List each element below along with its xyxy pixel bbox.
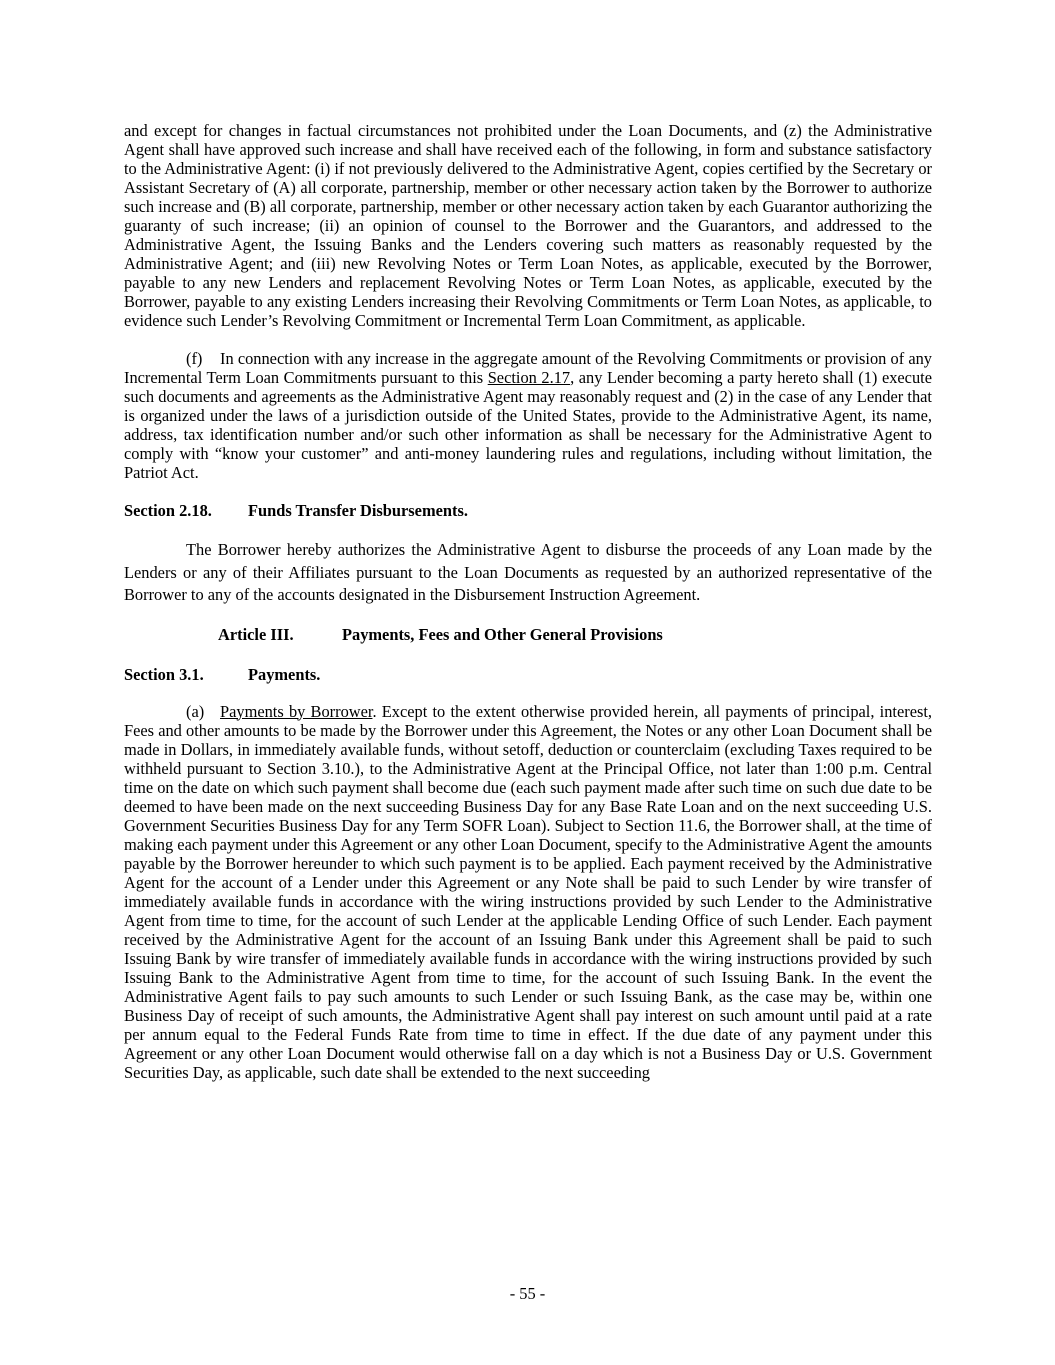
paragraph-f-text-before: In connection with any increase in the aggregate amount of the Revolving Commitments or provision of any Incremental Term Loan Commitments pursuant to this	[124, 349, 932, 387]
article-3-number: Article III.	[218, 624, 294, 644]
section-2-17-reference: Section 2.17	[487, 368, 571, 387]
section-3-1-heading	[124, 665, 932, 684]
section-3-1-number: Section 3.1.	[124, 664, 204, 684]
section-2-18-title: Funds Transfer Disbursements.	[248, 501, 468, 520]
paragraph-e-continuation: and except for changes in factual circumstances not prohibited under the Loan Documents, and (z) the Administrative Agent shall have approved such increase and shall have received each of the following, in form and substance satisfactory to the Administrative Agent: (i) if not previously delivered to the Administrative Agent, copies certified by the Secretary or Assistant Secretary of (A) all corporate, partnership, member or other necessary action taken by the Borrower to authorize such increase and (B) all corporate, partnership, member or other necessary action taken by each Guarantor authorizing the guaranty of such increase; (ii) an opinion of counsel to the Borrower and the Guarantors, and addressed to the Administrative Agent, the Issuing Banks and the Lenders covering such matters as reasonably requested by the Administrative Agent; and (iii) new Revolving Notes or Term Loan Notes, as applicable, executed by the Borrower, payable to any new Lenders and replacement Revolving Notes or Term Loan Notes, as applicable, executed by the Borrower, payable to any existing Lenders increasing their Revolving Commitments or Term Loan Notes, as applicable, to evidence such Lender’s Revolving Commitment or Incremental Term Loan Commitment, as applicable.	[124, 121, 932, 330]
page-number: - 55 -	[509, 1284, 546, 1303]
article-3-heading	[124, 625, 932, 644]
section-2-18-heading	[124, 501, 932, 520]
paragraph-f-text-after: , any Lender becoming a party hereto shall (1) execute such documents and agreements as the Administrative Agent may reasonably request and (2) in the case of any Lender that is organized under the laws of a jurisdiction outside of the United States, provide to the Administrative Agent, its name, address, tax identification number and/or such other information as shall be necessary for the Administrative Agent to comply with “know your customer” and anti-money laundering rules and regulations, including without limitation, the Patriot Act.	[124, 368, 932, 482]
document-page	[124, 121, 932, 1082]
paragraph-a	[124, 702, 932, 1082]
paragraph-a-subtitle: Payments by Borrower	[220, 701, 373, 721]
article-3-title: Payments, Fees and Other General Provisions	[342, 624, 663, 644]
paragraph-f-label: (f)	[186, 349, 203, 368]
paragraph-f	[124, 349, 932, 482]
section-2-18-number: Section 2.18.	[124, 501, 212, 520]
paragraph-a-text: . Except to the extent otherwise provided herein, all payments of principal, interest, Fees and other amounts to be made by the Borrower under this Agreement, the Notes or any other Loan Document shall be made in Dollars, in immediately available funds, without setoff, deduction or counterclaim (excluding Taxes required to be withheld pursuant to Section 3.10.), to the Administrative Agent at the Principal Office, not later than 1:00 p.m. Central time on the date on which such payment shall become due (each such payment made after such time on such due date to be deemed to have been made on the next succeeding Business Day for any Base Rate Loan and on the next succeeding U.S. Government Securities Business Day for any Term SOFR Loan). Subject to Section 11.6, the Borrower shall, at the time of making each payment under this Agreement or any other Loan Document, specify to the Administrative Agent the amounts payable by the Borrower hereunder to which such payment is to be applied. Each payment received by the Administrative Agent for the account of a Lender under this Agreement or any Note shall be paid to such Lender by wire transfer of immediately available funds in accordance with the wiring instructions provided by such Lender to the Administrative Agent from time to time, for the account of such Lender at the applicable Lending Office of such Lender. Each payment received by the Administrative Agent for the account of an Issuing Bank under this Agreement shall be paid to such Issuing Bank by wire transfer of immediately available funds in accordance with the wiring instructions provided by such Issuing Bank to the Administrative Agent from time to time, for the account of such Issuing Bank. In the event the Administrative Agent fails to pay such amounts to such Lender or such Issuing Bank, as the case may be, within one Business Day of receipt of such amounts, the Administrative Agent shall pay interest on such amount until paid at a rate per annum equal to the Federal Funds Rate from time to time in effect. If the due date of any payment under this Agreement or any other Loan Document would otherwise fall on a day which is not a Business Day or U.S. Government Securities Day, as applicable, such date shall be extended to the next succeeding	[124, 701, 933, 1082]
section-2-18-body: The Borrower hereby authorizes the Administrative Agent to disburse the proceeds of any Loan made by the Lenders or any of their Affiliates pursuant to the Loan Documents as requested by an authorized representative of the Borrower to any of the accounts designated in the Disbursement Instruction Agreement.	[124, 540, 932, 604]
paragraph-a-label: (a)	[186, 701, 205, 721]
section-3-1-title: Payments.	[248, 664, 321, 684]
